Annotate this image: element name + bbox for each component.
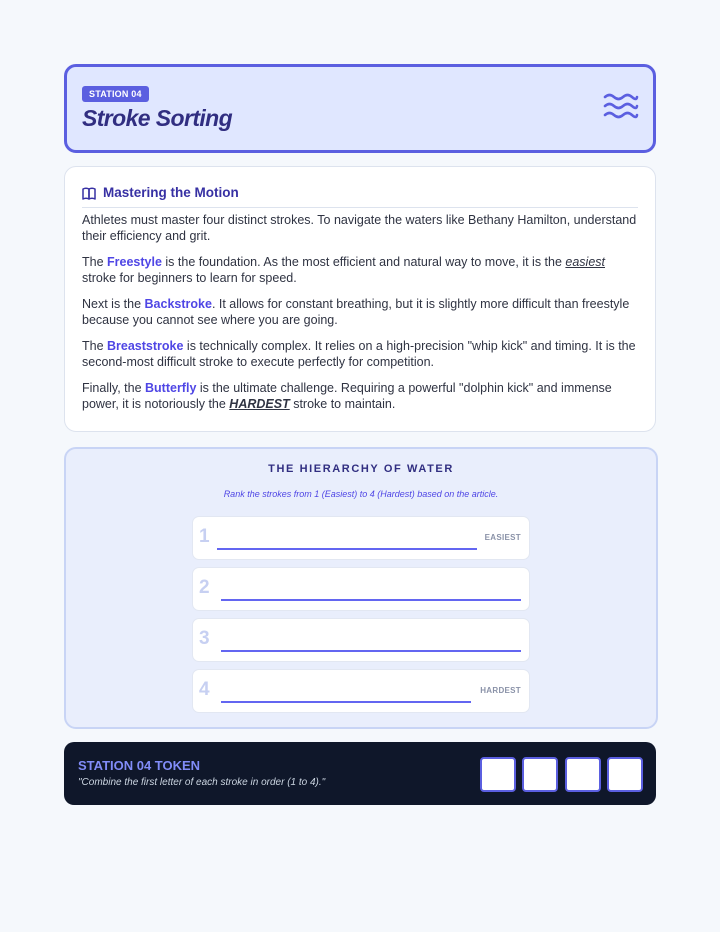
station-badge: STATION 04 bbox=[82, 86, 149, 102]
paragraph-freestyle: The Freestyle is the foundation. As the most efficient and natural way to move, it is the easiest stroke for beginners to learn for speed. bbox=[82, 255, 605, 285]
waves-icon bbox=[603, 92, 639, 122]
paragraph-backstroke: Next is the Backstroke. It allows for constant breathing, but it is slightly more difficult than freestyle because you cannot see where you are going. bbox=[82, 297, 630, 327]
article-card bbox=[64, 166, 656, 432]
token-box-3[interactable] bbox=[565, 757, 601, 792]
paragraph-butterfly: Finally, the Butterfly is the ultimate challenge. Requiring a powerful "dolphin kick" and immense power, it is notoriously the HARDEST stroke to maintain. bbox=[82, 381, 612, 411]
emphasis-hardest: HARDEST bbox=[229, 396, 290, 411]
article-body bbox=[82, 213, 638, 423]
stroke-butterfly: Butterfly bbox=[145, 381, 197, 395]
station-header bbox=[64, 64, 656, 153]
ranking-instruction: Rank the strokes from 1 (Easiest) to 4 (Hardest) based on the article. bbox=[223, 489, 499, 499]
rank-slot-1[interactable] bbox=[192, 516, 530, 560]
paragraph-breaststroke: The Breaststroke is technically complex. It relies on a high-precision "whip kick" and timing. It is the second-most difficult stroke to execute perfectly for competition. bbox=[82, 339, 636, 369]
answer-line[interactable] bbox=[221, 701, 471, 703]
rank-tag-easiest: EASIEST bbox=[484, 533, 521, 542]
rank-number: 4 bbox=[199, 679, 210, 700]
ranking-title: THE HIERARCHY OF WATER bbox=[268, 463, 454, 475]
rank-slot-2[interactable] bbox=[192, 567, 530, 611]
book-icon bbox=[82, 187, 96, 200]
rank-number: 1 bbox=[199, 526, 210, 547]
article-heading: Mastering the Motion bbox=[103, 185, 239, 200]
token-hint: "Combine the first letter of each stroke in order (1 to 4)." bbox=[78, 777, 326, 788]
article-header bbox=[82, 185, 638, 208]
stroke-breaststroke: Breaststroke bbox=[107, 339, 184, 353]
rank-number: 3 bbox=[199, 628, 210, 649]
token-title: STATION 04 TOKEN bbox=[78, 758, 201, 773]
token-box-2[interactable] bbox=[522, 757, 558, 792]
rank-number: 2 bbox=[199, 577, 210, 598]
emphasis-easiest: easiest bbox=[565, 255, 605, 269]
token-box-1[interactable] bbox=[480, 757, 516, 792]
article-intro: Athletes must master four distinct strokes. To navigate the waters like Bethany Hamilton, understand their efficiency and grit. bbox=[82, 213, 637, 243]
rank-tag-hardest: HARDEST bbox=[480, 686, 521, 695]
rank-slot-4[interactable] bbox=[192, 669, 530, 713]
stroke-freestyle: Freestyle bbox=[107, 255, 162, 269]
stroke-backstroke: Backstroke bbox=[144, 297, 212, 311]
answer-line[interactable] bbox=[221, 650, 521, 652]
token-box-4[interactable] bbox=[607, 757, 643, 792]
page-title: Stroke Sorting bbox=[82, 105, 233, 131]
answer-line[interactable] bbox=[221, 599, 521, 601]
answer-line[interactable] bbox=[217, 548, 477, 550]
rank-slot-3[interactable] bbox=[192, 618, 530, 662]
token-card bbox=[64, 742, 656, 805]
ranking-panel bbox=[64, 447, 658, 729]
